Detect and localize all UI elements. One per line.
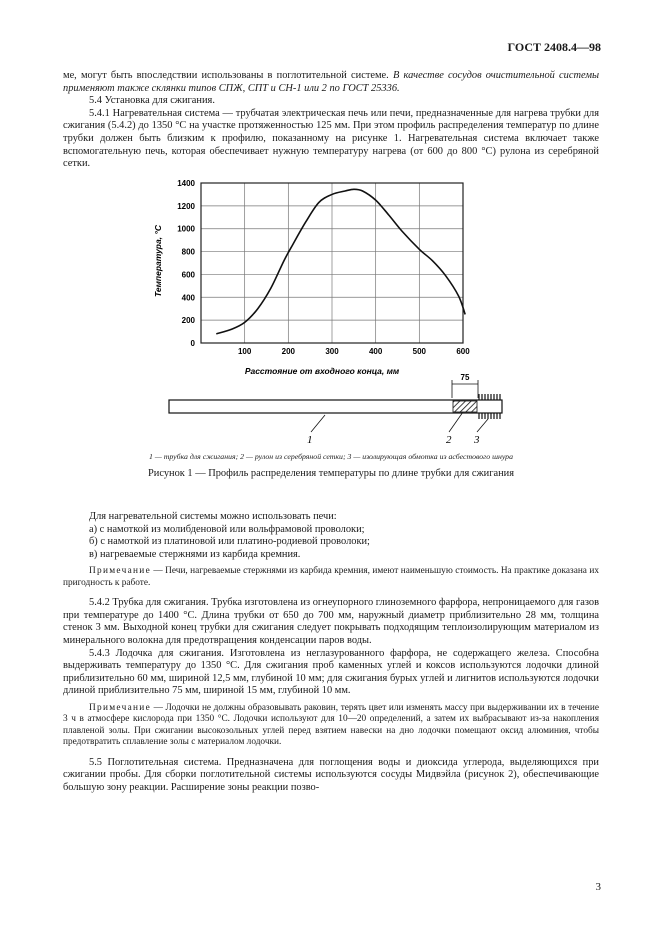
page-content (63, 70, 599, 794)
section-5-4-3: 5.4.3 Лодочка для сжигания. Изготовлена из неглазурованного фарфора, не содержащего железа. Способна выдерживать температуру до 1350 °С. Для сжигания проб каменных углей и коксов используются лодочки длиной приблизительно 60 мм, шириной 12,5 мм, глубиной 10 мм; для сжигания бурых углей и лигнитов используются лодочки длиной приблизительно 75 мм, шириной 15 мм, глубиной 10 мм. (63, 647, 599, 697)
figure-caption: Рисунок 1 — Профиль распределения температуры по длине трубки для сжигания (148, 468, 514, 480)
x-axis-label: Расстояние от входного конца, мм (244, 365, 400, 376)
callout-leader (449, 412, 463, 432)
section-5-5: 5.5 Поглотительная система. Предназначена для поглощения воды и диоксида углерода, выделяющихся при сжигании пробы. Для сборки поглотительной системы используются сосуды Мидвэйла (рисунок 2), обеспечивающие большую зону реакции. Расширение зоны реакции позво- (63, 756, 599, 793)
silver-gauze-roll (453, 401, 477, 412)
x-tick-label: 100 (237, 346, 252, 356)
callout-leader (477, 419, 488, 432)
paragraph-continuation (63, 70, 599, 95)
section-5-4-2: 5.4.2 Трубка для сжигания. Трубка изготовлена из огнеупорного глиноземного фарфора, непроницаемого для газов при температуре до 1400 °С. Длина трубки от 650 до 700 мм, наружный диаметр приблизительно 28 мм, толщина стенок 3 мм. Выходной конец трубки для сжигания следует покрывать подходящим теплоизолирующим материалом из минерального волокна для предотвращения конденсации паров воды. (63, 597, 599, 646)
furnace-option-b: б) с намоткой из платиновой или платино-родиевой проволоки; (89, 536, 370, 548)
callout-3: 3 (474, 433, 480, 446)
callout-leader (311, 415, 325, 432)
y-tick-label: 800 (181, 247, 195, 257)
note-2 (63, 703, 599, 749)
y-tick-label: 1200 (177, 201, 195, 211)
figure-1 (63, 175, 599, 451)
figure-legend: 1 — трубка для сжигания; 2 — рулон из серебряной сетки; 3 — изолирующая обмотка из асбестового шнура (149, 451, 513, 461)
text-italic: В качестве сосудов очистительной системы применяют также склянки типов СПЖ, СПТ и СН-1 или 2 по ГОСТ 25336. (63, 70, 599, 94)
page-number: 3 (595, 881, 601, 893)
document-header: ГОСТ 2408.4—98 (507, 40, 601, 54)
combustion-tube (169, 400, 502, 413)
x-tick-label: 400 (368, 346, 383, 356)
chart-series (216, 189, 465, 334)
callout-1: 1 (307, 433, 313, 446)
x-tick-label: 500 (412, 346, 427, 356)
dimension-label: 75 (460, 372, 470, 382)
note-1 (63, 566, 599, 589)
y-tick-label: 1000 (177, 224, 195, 234)
y-axis-label: Температура, °С (153, 224, 163, 297)
chart-grid (201, 183, 463, 343)
y-tick-label: 200 (181, 315, 195, 325)
y-tick-label: 400 (181, 293, 195, 303)
temperature-curve (216, 189, 465, 334)
temperature-profile-chart (63, 175, 599, 451)
y-tick-label: 1400 (177, 178, 195, 188)
callout-2: 2 (446, 433, 452, 446)
text-normal: ме, могут быть впоследствии использованы в поглотительной системе. (63, 70, 393, 81)
note-label: Примечание (89, 566, 151, 577)
furnaces-intro: Для нагревательной системы можно использовать печи: (89, 510, 337, 522)
tube-diagram (169, 373, 502, 446)
section-5-4-title: 5.4 Установка для сжигания. (89, 95, 215, 107)
section-5-4-1: 5.4.1 Нагревательная система — трубчатая электрическая печь или печи, предназначенные для нагрева трубки для сжигания (5.4.2) до 1350 °С на участке протяженностью 125 мм. При этом профиль распределения температур по длине трубки должен быть близким к профилю, показанному на рисунке 1. Нагревательная система включает также вспомогательную печь, которая обеспечивает нужную температуру нагрева (от 600 до 800 °С) рулона из серебряной сетки. (63, 107, 599, 170)
note-label: Примечание (89, 702, 151, 713)
note-text: — Лодочки не должны образовывать раковин, терять цвет или изменять массу при выдерживании их в течение 3 ч в атмосфере кислорода при 1350 °С. Лодочки используют для 10—20 определений, а затем их выбрасывают из-за накопления плавленой золы. При сжигании высокозольных углей перед взятием навески на дно лодочки помещают оксид алюминия, чтобы предотвратить сплавление золы с материалом лодочки. (63, 702, 599, 748)
x-tick-label: 300 (325, 346, 339, 356)
y-tick-label: 600 (181, 270, 195, 280)
y-tick-label: 0 (190, 338, 195, 348)
note-text: — Печи, нагреваемые стержнями из карбида кремния, имеют наименьшую стоимость. На практике доказана их пригодность к работе. (63, 566, 599, 588)
furnace-option-c: в) нагреваемые стержнями из карбида кремния. (89, 548, 301, 560)
x-tick-label: 600 (456, 346, 470, 356)
furnace-option-a: а) с намоткой из молибденовой или вольфрамовой проволоки; (89, 523, 365, 535)
x-tick-label: 200 (281, 346, 296, 356)
